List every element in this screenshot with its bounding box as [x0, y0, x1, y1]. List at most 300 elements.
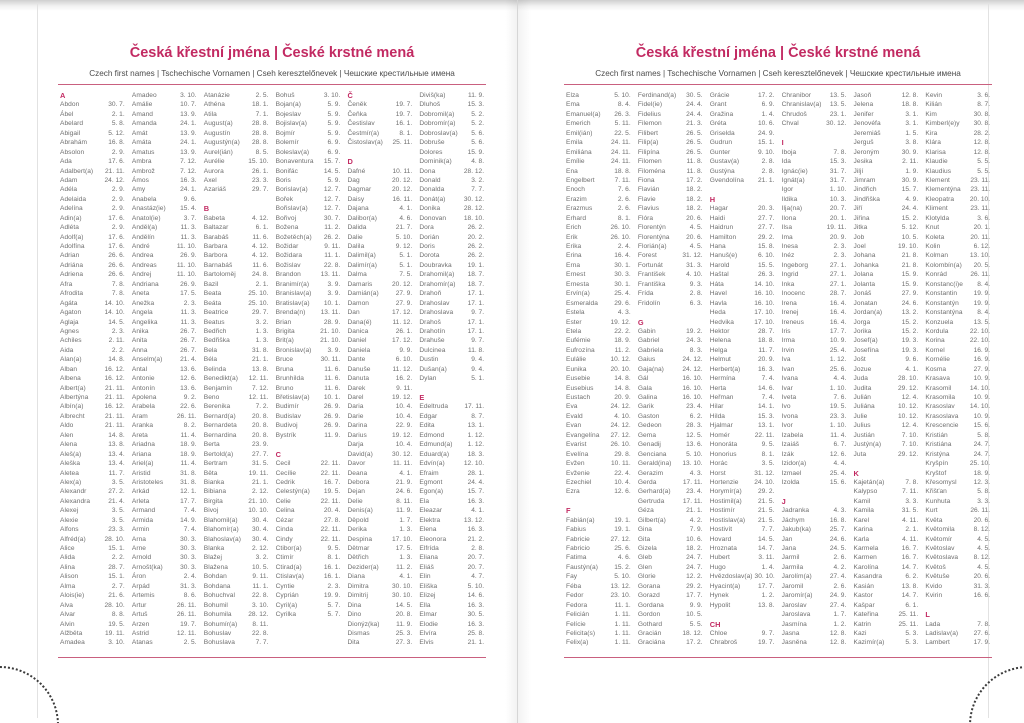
given-name: Kvido — [925, 582, 943, 590]
given-name: Horác — [709, 460, 728, 468]
given-name: Adolf(a) — [60, 233, 84, 241]
given-name: Krescencie — [925, 422, 959, 430]
given-name: Felicita(s) — [566, 629, 596, 637]
name-day-date: 24. 12. — [610, 422, 631, 430]
given-name: Gordana — [637, 601, 664, 609]
name-day-entry — [419, 469, 484, 478]
given-name: Bolemír — [275, 139, 299, 147]
name-day-entry — [132, 384, 197, 393]
given-name: Chranislav(a) — [781, 101, 822, 109]
given-name: Azariáš — [203, 186, 227, 194]
given-name: Herta — [709, 384, 727, 392]
given-name: Erika — [566, 243, 582, 250]
name-day-date: 30. 10. — [754, 573, 775, 581]
given-name: Donika — [419, 205, 441, 213]
name-day-entry — [710, 119, 775, 128]
name-column — [132, 91, 197, 648]
name-day-entry — [782, 280, 847, 289]
name-day-date: 11. 12. — [392, 365, 413, 373]
name-day-date: 21. 5. — [757, 516, 775, 524]
given-name: Hermína — [709, 375, 736, 383]
given-name: Inocenc — [781, 290, 806, 298]
name-day-entry — [566, 270, 631, 279]
given-name: Eliana — [419, 554, 439, 562]
name-day-entry — [566, 318, 631, 327]
given-name: Alison — [60, 573, 79, 581]
name-day-date: 18. 8. — [614, 167, 631, 175]
name-day-date: 12. 8. — [829, 639, 847, 647]
name-day-date: 15. 2. — [901, 327, 919, 335]
name-column — [925, 91, 990, 648]
name-day-entry — [348, 336, 413, 345]
name-day-date: 26. 11. — [176, 601, 197, 609]
name-day-date: 28. 1. — [467, 469, 485, 477]
name-day-entry — [204, 233, 269, 242]
name-day-entry — [276, 384, 341, 393]
name-day-date: 16. 1. — [395, 120, 413, 128]
name-day-date: 20. 8. — [395, 611, 413, 619]
given-name: Hamilton — [709, 233, 737, 241]
name-day-date: 4. 3. — [833, 507, 847, 515]
given-name: Eufrozína — [566, 346, 595, 354]
name-day-entry — [348, 478, 413, 487]
name-day-entry — [348, 497, 413, 506]
given-name: Adriena — [60, 271, 84, 279]
name-day-date: 26. 9. — [323, 412, 341, 420]
name-day-date: 22. 8. — [251, 629, 269, 637]
name-day-entry — [638, 214, 703, 223]
name-day-entry — [204, 91, 269, 100]
given-name: Drahuše — [419, 337, 445, 345]
name-day-entry — [566, 100, 631, 109]
name-day-date: 16. 10. — [682, 384, 703, 392]
name-day-date: 3. 10. — [108, 639, 125, 647]
name-day-date: 18. 2. — [686, 195, 703, 203]
given-name: Alida — [60, 554, 75, 562]
given-name: Jorika — [853, 327, 872, 335]
name-day-entry — [566, 440, 631, 449]
given-name: Čestislav — [347, 120, 375, 128]
section-letter-text: B — [203, 204, 210, 214]
given-name: Ernesta — [566, 280, 590, 288]
name-day-entry — [925, 459, 990, 468]
name-day-date: 21. 11. — [105, 384, 125, 392]
given-name: Flavius — [637, 205, 660, 213]
name-day-entry — [925, 440, 990, 449]
name-day-date: 16. 1. — [323, 563, 341, 571]
name-day-date: 31. 8. — [180, 469, 197, 477]
name-day-date: 11. 6. — [252, 233, 269, 241]
name-day-entry — [276, 148, 341, 157]
name-day-entry — [710, 601, 775, 610]
name-day-entry — [925, 185, 990, 194]
name-day-date: 24. 11. — [611, 158, 631, 166]
name-day-date: 1. 2. — [833, 620, 847, 628]
given-name: Gál — [637, 375, 649, 383]
name-day-date: 2. 9. — [111, 205, 125, 213]
given-name: Bianka — [203, 478, 225, 486]
name-day-entry — [710, 157, 775, 166]
given-name: Jarmil — [781, 554, 800, 562]
name-day-date: 21. 7. — [395, 224, 413, 232]
given-name: Aranka — [131, 422, 154, 430]
name-day-entry — [276, 185, 341, 194]
given-name: Dante — [347, 356, 366, 364]
given-name: Blanka — [203, 545, 225, 552]
name-day-entry — [566, 393, 631, 402]
given-name: Doubravka — [419, 261, 452, 269]
given-name: Hroznata — [709, 545, 737, 552]
name-day-entry — [854, 129, 919, 138]
name-day-entry — [925, 572, 990, 581]
name-day-date: 30. 9. — [901, 148, 919, 156]
name-day-entry — [60, 610, 125, 619]
name-day-entry — [60, 525, 125, 534]
name-day-date: 28. 8. — [251, 129, 269, 137]
section-letter-text: C — [275, 449, 281, 459]
given-name: Konrád — [925, 271, 947, 279]
name-day-entry — [132, 440, 197, 449]
name-day-date: 11. 2. — [614, 346, 631, 354]
given-name: Gudrun — [709, 139, 733, 147]
name-day-entry — [60, 459, 125, 468]
name-day-date: 27. 1. — [829, 261, 847, 269]
name-day-entry — [132, 582, 197, 591]
name-day-date: 24. 12. — [682, 365, 703, 373]
name-day-entry — [60, 346, 125, 355]
name-day-entry — [204, 469, 269, 478]
name-day-date: 1. 3. — [399, 554, 413, 562]
name-day-entry — [204, 610, 269, 619]
given-name: Dalibor(a) — [347, 214, 377, 222]
name-day-entry — [348, 374, 413, 383]
given-name: Donalda — [419, 186, 445, 194]
name-day-entry — [276, 110, 341, 119]
given-name: Donovan — [419, 214, 447, 222]
given-name: Evžen — [566, 460, 585, 468]
given-name: Hanuš(e) — [709, 252, 738, 260]
name-day-entry — [132, 346, 197, 355]
name-day-date: 7. 4. — [183, 526, 197, 534]
name-day-entry — [276, 100, 341, 109]
name-day-entry — [276, 402, 341, 411]
name-day-entry — [854, 412, 919, 421]
name-day-entry — [348, 261, 413, 270]
name-day-date: 7. 4. — [761, 375, 775, 383]
name-day-date: 17. 11. — [682, 478, 703, 486]
name-day-entry — [710, 506, 775, 515]
name-day-entry — [419, 591, 484, 600]
name-day-entry — [60, 100, 125, 109]
name-day-entry — [276, 157, 341, 166]
given-name: Eufémie — [566, 337, 591, 345]
given-name: Fay — [566, 573, 578, 581]
name-day-date: 2. 2. — [111, 346, 125, 354]
name-day-date: 2. 9. — [111, 148, 125, 156]
given-name: Izidor(a) — [781, 460, 807, 468]
name-day-entry — [782, 553, 847, 562]
name-day-entry — [638, 421, 703, 430]
name-day-entry — [854, 544, 919, 553]
name-day-entry — [60, 563, 125, 572]
given-name: Abdon — [60, 101, 80, 109]
given-name: Athéna — [203, 101, 225, 109]
given-name: Ingeborg — [781, 261, 809, 269]
given-name: Kim — [925, 110, 937, 118]
name-day-date: 4. 4. — [833, 375, 847, 383]
name-day-entry — [60, 506, 125, 515]
name-day-entry — [348, 620, 413, 629]
given-name: Chrabroš — [709, 639, 738, 647]
given-name: Budivoj — [275, 422, 298, 430]
name-day-entry — [854, 384, 919, 393]
name-day-entry — [419, 431, 484, 440]
given-name: Fabius — [566, 526, 587, 534]
name-day-date: 21. 4. — [108, 497, 125, 505]
name-day-date: 25. 6. — [829, 365, 847, 373]
name-day-date: 7. 7. — [255, 639, 269, 647]
given-name: Bruno — [275, 384, 294, 392]
name-day-date: 25. 11. — [392, 139, 413, 147]
given-name: Květoslava — [925, 554, 959, 562]
given-name: Jorga — [853, 318, 871, 326]
name-day-date: 17. 6. — [108, 214, 125, 222]
name-day-entry — [854, 157, 919, 166]
name-day-entry — [566, 421, 631, 430]
name-day-entry — [204, 582, 269, 591]
name-day-entry — [276, 516, 341, 525]
given-name: Dino — [347, 611, 362, 619]
name-day-entry — [60, 487, 125, 496]
name-day-date: 8. 2. — [183, 422, 197, 430]
given-name: Julie — [853, 412, 868, 420]
name-day-date: 5. 8. — [977, 431, 991, 439]
given-name: Inka — [781, 280, 795, 288]
name-day-entry — [854, 374, 919, 383]
name-day-date: 11. 9. — [324, 431, 341, 439]
name-day-date: 28. 10. — [104, 535, 125, 543]
given-name: Afra — [60, 280, 73, 288]
name-day-date: 20. 11. — [970, 233, 991, 241]
name-day-date: 24. 9. — [829, 592, 847, 600]
name-day-entry — [566, 308, 631, 317]
name-day-date: 5. 9. — [327, 129, 341, 137]
given-name: Ima — [781, 233, 793, 241]
name-day-date: 28. 12. — [463, 205, 485, 213]
name-day-entry — [132, 478, 197, 487]
name-day-entry — [348, 195, 413, 204]
name-day-date: 10. 9. — [973, 375, 991, 383]
name-day-date: 26. 1. — [251, 167, 269, 175]
name-day-date: 4. 12. — [251, 252, 269, 260]
name-day-date: 18. 2. — [686, 545, 703, 552]
name-day-date: 2. 6. — [833, 554, 847, 562]
name-day-date: 5. 12. — [108, 129, 125, 137]
name-day-entry — [60, 412, 125, 421]
given-name: Ena — [566, 167, 578, 175]
name-day-entry — [204, 478, 269, 487]
name-day-date: 24. 1. — [180, 186, 197, 194]
name-day-date: 30. 3. — [180, 554, 197, 562]
name-day-date: 18. 10. — [463, 214, 485, 222]
page-title: Česká křestní jména | České krstné mená — [129, 45, 415, 61]
name-day-entry — [348, 365, 413, 374]
given-name: Alexie — [60, 516, 79, 524]
name-day-date: 22. 4. — [614, 469, 631, 477]
given-name: Bruna — [275, 365, 294, 373]
given-name: Genciana — [637, 450, 667, 458]
blank-row — [276, 620, 341, 629]
name-day-entry — [60, 242, 125, 251]
name-day-entry — [782, 204, 847, 213]
name-day-date: 1. 10. — [829, 422, 847, 430]
name-day-entry — [854, 138, 919, 147]
name-day-date: 4. 11. — [902, 535, 919, 543]
name-day-entry — [566, 572, 631, 581]
name-day-date: 17. 6. — [108, 243, 125, 250]
given-name: Ella — [419, 601, 431, 609]
name-day-entry — [710, 176, 775, 185]
name-day-date: 15. 7. — [323, 158, 341, 166]
name-day-entry — [60, 402, 125, 411]
name-day-date: 15. 1. — [108, 545, 125, 552]
given-name: Florentýna — [637, 233, 670, 241]
name-day-entry — [132, 497, 197, 506]
given-name: Irenej — [781, 309, 799, 317]
given-name: Hostimír — [709, 507, 735, 515]
name-day-entry — [710, 374, 775, 383]
name-day-entry — [276, 393, 341, 402]
given-name: Gaston — [637, 412, 660, 420]
name-day-entry — [419, 251, 484, 260]
given-name: Gabriel — [637, 337, 660, 345]
name-day-date: 3. 5. — [111, 516, 125, 524]
name-day-date: 14. 5. — [108, 318, 125, 326]
name-day-date: 26. 11. — [970, 271, 991, 279]
name-day-date: 28. 8. — [251, 120, 269, 128]
name-day-date: 8. 8. — [111, 611, 125, 619]
name-day-date: 12. 4. — [901, 394, 919, 401]
name-day-entry — [348, 553, 413, 562]
name-day-date: 16. 3. — [467, 526, 485, 534]
given-name: Diviš(ka) — [419, 92, 446, 99]
given-name: Helmut — [709, 356, 731, 364]
given-name: Glorie — [637, 573, 656, 581]
given-name: Bronislav(a) — [275, 346, 312, 354]
given-name: Felix(a) — [566, 639, 589, 647]
name-day-entry — [348, 176, 413, 185]
name-day-entry — [710, 535, 775, 544]
name-day-date: 5. 1. — [399, 261, 413, 269]
name-day-date: 2. 3. — [833, 252, 847, 260]
name-day-date: 4. 5. — [977, 563, 991, 571]
name-day-date: 27. 12. — [610, 535, 631, 543]
name-day-entry — [782, 176, 847, 185]
name-day-entry — [419, 506, 484, 515]
given-name: Kristýna — [925, 450, 950, 458]
name-day-date: 4. 8. — [471, 158, 485, 166]
name-day-date: 15. 10. — [248, 158, 269, 166]
name-day-entry — [638, 402, 703, 411]
name-day-date: 23. 1. — [829, 110, 847, 118]
name-day-date: 15. 1. — [757, 139, 775, 147]
name-day-entry — [60, 440, 125, 449]
name-day-entry — [710, 327, 775, 336]
name-day-entry — [854, 610, 919, 619]
name-day-date: 28. 10. — [104, 601, 125, 609]
given-name: Ariel(a) — [131, 460, 154, 468]
given-name: Absolon — [60, 148, 85, 156]
given-name: Iris — [781, 327, 791, 335]
name-day-date: 12. 7. — [323, 195, 341, 203]
name-day-entry — [204, 591, 269, 600]
given-name: Gedeon — [637, 422, 662, 430]
name-day-date: 26. 11. — [970, 507, 991, 515]
given-name: Čeněk — [347, 101, 367, 109]
given-name: Kastor — [853, 592, 873, 600]
name-day-entry — [60, 119, 125, 128]
name-day-date: 13. 12. — [610, 582, 631, 590]
name-day-entry — [60, 223, 125, 232]
given-name: Boleslav(a) — [275, 148, 310, 156]
name-day-entry — [710, 289, 775, 298]
name-day-entry — [638, 119, 703, 128]
given-name: Emílie — [566, 158, 585, 166]
name-day-date: 24. 4. — [901, 205, 919, 213]
name-day-date: 28. 9. — [323, 318, 341, 326]
given-name: Augustín — [203, 129, 231, 137]
name-day-entry — [132, 525, 197, 534]
given-name: Daria — [347, 403, 364, 411]
given-name: Adam — [60, 176, 78, 184]
name-day-entry — [348, 251, 413, 260]
given-name: Kamila — [853, 507, 874, 515]
name-day-date: 26. 3. — [757, 271, 775, 279]
name-day-entry — [60, 185, 125, 194]
given-name: Jasmína — [781, 620, 807, 628]
name-day-entry — [419, 535, 484, 544]
name-day-date: 4. 1. — [399, 205, 413, 213]
name-day-entry — [638, 167, 703, 176]
name-day-entry — [419, 270, 484, 279]
name-day-date: 4. 3. — [689, 469, 703, 477]
name-day-date: 11. 7. — [108, 469, 125, 477]
given-name: Danica — [347, 327, 369, 335]
name-day-entry — [638, 129, 703, 138]
name-day-date: 5. 2. — [471, 110, 485, 118]
name-day-entry — [782, 318, 847, 327]
name-day-date: 10. 4. — [395, 412, 413, 420]
name-day-entry — [419, 459, 484, 468]
given-name: Adelína — [60, 205, 83, 213]
name-day-entry — [566, 431, 631, 440]
given-name: Dita — [347, 639, 360, 647]
given-name: Evangelína — [566, 431, 600, 439]
name-day-date: 27. 12. — [610, 431, 631, 439]
name-day-date: 16. 8. — [108, 139, 125, 147]
given-name: Jakub(ka) — [781, 526, 812, 534]
name-day-date: 30. 8. — [973, 110, 991, 118]
name-column — [419, 91, 484, 648]
given-name: Eliška — [419, 582, 438, 590]
name-day-entry — [276, 223, 341, 232]
name-day-entry — [782, 251, 847, 260]
name-day-entry — [925, 506, 990, 515]
name-day-date: 3. 5. — [761, 460, 775, 468]
name-day-date: 8. 4. — [977, 309, 991, 317]
bottom-rule — [564, 657, 992, 658]
name-day-date: 2. 3. — [833, 243, 847, 250]
